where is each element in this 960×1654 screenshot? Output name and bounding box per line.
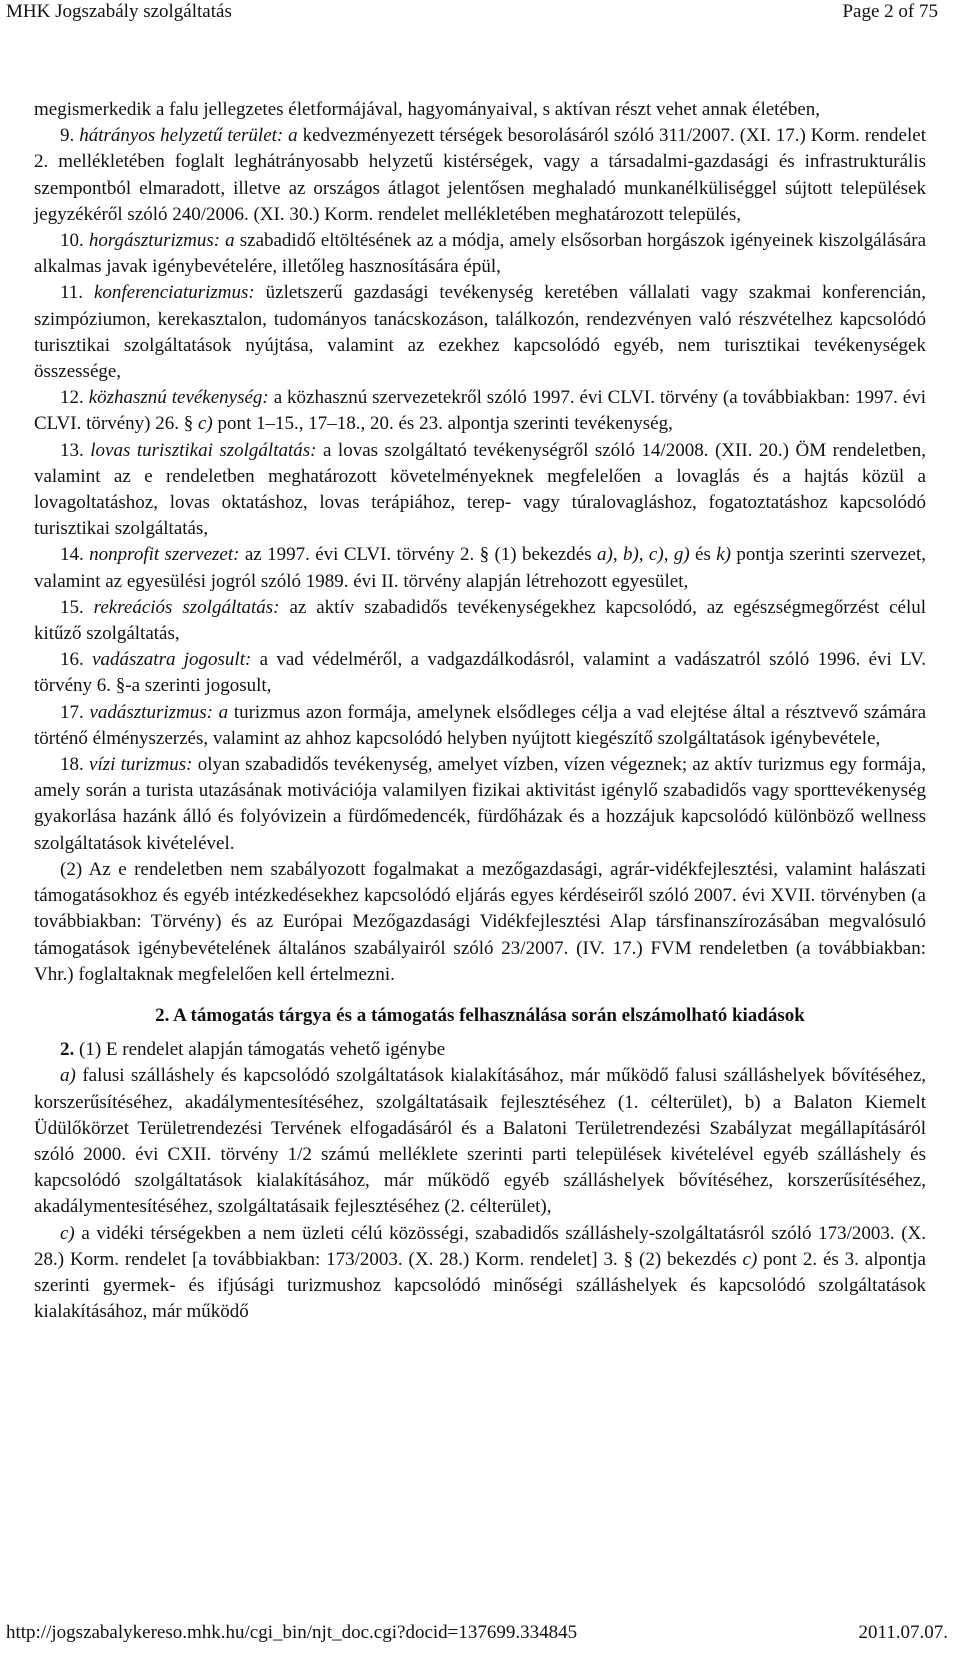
definition-text: és — [689, 544, 717, 566]
point-label: a) — [60, 1065, 76, 1087]
item-number: 14. — [60, 544, 90, 566]
section-title: 2. A támogatás tárgya és a támogatás felhasználása során elszámolható kiadások — [155, 1004, 805, 1026]
definition-item-10 — [34, 228, 926, 280]
point-reference: k) — [716, 544, 732, 566]
article-2-paragraph-1 — [34, 1037, 926, 1063]
definition-text: a közhasznú szervezetekről szóló 1997. évi CLVI. törvény (a továbbiakban: 1997. évi CLVI. törvény) 26. § — [34, 387, 926, 435]
defined-term: lovas turisztikai szolgáltatás: — [90, 439, 317, 461]
definition-item-11 — [34, 280, 926, 385]
article-text: (1) E rendelet alapján támogatás vehető igénybe — [74, 1039, 446, 1061]
definition-text: turizmus azon formája, amelynek elsődleges célja a vad elejtése által a résztvevő számára történő élményszerzés, valamint az ahhoz kapcsolódó helyben nyújtott kiegészítő szolgáltatások igénybevétele, — [34, 701, 927, 749]
defined-term: hátrányos helyzetű terület: a — [79, 125, 298, 147]
definition-item-14 — [34, 542, 926, 594]
item-number: 9. — [60, 125, 80, 147]
point-reference: a), b), c), g) — [597, 544, 690, 566]
definition-text: üzletszerű gazdasági tevékenység keretében vállalati vagy szakmai konferencián, szimpóziumon, kerekasztalon, tudományos tanácskozáson, találkozón, rendezvényen való részvételhez kapcsolódó turisztikai szolgáltatások nyújtása, valamint az ezekhez kapcsolódó egyéb, nem turisztikai tevékenységek összessége, — [34, 282, 927, 383]
point-label: c) — [60, 1222, 75, 1244]
definition-item-16 — [34, 647, 926, 699]
definition-text: a vad védelméről, a vadgazdálkodásról, valamint a vadászatról szóló 1996. évi LV. törvény 6. §-a szerinti jogosult, — [34, 649, 927, 697]
definition-text: az 1997. évi CLVI. törvény 2. § (1) bekezdés — [239, 544, 598, 566]
defined-term: konferenciaturizmus: — [93, 282, 255, 304]
item-number: 12. — [60, 387, 89, 409]
point-c — [34, 1221, 926, 1326]
document-body — [34, 97, 926, 1325]
definition-item-13 — [34, 438, 926, 543]
point-a — [34, 1063, 926, 1220]
point-text: a vidéki térségekben a nem üzleti célú közösségi, szabadidős szálláshely-szolgáltatásról szóló 173/2003. (X. 28.) Korm. rendelet [a továbbiakban: 173/2003. (X. 28.) Korm. rendelet] 3. § (2) bekezdés — [34, 1222, 926, 1270]
footer-date: 2011.07.07. — [858, 1622, 948, 1643]
definition-text: az aktív szabadidős tevékenységekhez kapcsolódó, az egészségmegőrzést célul kitűző szolgáltatás, — [34, 596, 926, 645]
item-number: 16. — [60, 649, 93, 671]
definition-item-18 — [34, 752, 926, 857]
definition-text: a lovas szolgáltató tevékenységről szóló 14/2008. (XII. 20.) ÖM rendeletben, valamint az e rendeletben meghatározott követelményeknek megfelelően a lovaglás és a hajtás közül a lovagoltatáshoz, lovas oktatáshoz, lovas terápiához, terep- vagy túralovagláshoz, fogatoztatáshoz kapcsolódó turisztikai szolgáltatás, — [34, 439, 926, 540]
definition-text: pont 1–15., 17–18., 20. és 23. alpontja szerinti tevékenység, — [212, 413, 673, 435]
defined-term: horgászturizmus: a — [88, 230, 235, 252]
intro-paragraph: megismerkedik a falu jellegzetes életformájával, hagyományaival, s aktívan részt vehet annak életében, — [34, 99, 821, 120]
definition-item-12 — [34, 385, 926, 437]
source-url[interactable]: http://jogszabalykereso.mhk.hu/cgi_bin/njt_doc.cgi?docid=137699.334845 — [6, 1622, 578, 1643]
defined-term: vízi turizmus: — [89, 754, 193, 776]
defined-term: rekreációs szolgáltatás: — [93, 596, 280, 618]
paragraph-2: (2) Az e rendeletben nem szabályozott fogalmakat a mezőgazdasági, agrár-vidékfejlesztési, valamint halászati támogatásokhoz és egyéb intézkedésekhez kapcsolódó eljárás egyes kérdéseiről szóló 2007. évi XVII. törvényben (a továbbiakban: Törvény) és az Európai Mezőgazdasági Vidékfejlesztési Alap társfinanszírozásában megvalósuló támogatások igénybevételének általános szabályairól szóló 23/2007. (IV. 17.) FVM rendeletben (a továbbiakban: Vhr.) foglaltaknak megfelelően kell értelmezni. — [34, 858, 926, 985]
item-number: 15. — [60, 596, 94, 618]
definition-text: kedvezményezett térségek besorolásáról szóló 311/2007. (XI. 17.) Korm. rendelet 2. mellékletében foglalt leghátrányosabb helyzetű kistérségek, vagy a társadalmi-gazdasági és infrastrukturális szempontból elmaradott, illetve az országos átlagot jelentősen meghaladó munkanélküliséggel sújtott települések jegyzékéről szóló 240/2006. (XI. 30.) Korm. rendelet mellékletében meghatározott település, — [34, 125, 926, 225]
point-reference: c) — [742, 1248, 758, 1270]
defined-term: vadászatra jogosult: — [92, 649, 252, 671]
item-number: 18. — [60, 754, 90, 776]
defined-term: közhasznú tevékenység: — [88, 387, 269, 409]
page-number: Page 2 of 75 — [842, 1, 938, 22]
item-number: 10. — [60, 230, 89, 252]
article-number: 2. — [60, 1039, 75, 1061]
definition-item-15 — [34, 595, 926, 647]
item-number: 13. — [60, 439, 91, 461]
definition-item-17 — [34, 700, 926, 752]
point-text: pont 2. és 3. alpontja szerinti gyermek- és ifjúsági turizmushoz kapcsolódó minőségi szálláshelyek és kapcsolódó szolgáltatások kialakításához, már működő — [34, 1248, 926, 1323]
item-number: 11. — [60, 282, 94, 304]
page-header — [0, 0, 960, 40]
definition-text: olyan szabadidős tevékenység, amelyet vízben, vízen végeznek; az aktív turizmus egy formája, amely során a turista utazásának motivációja valamilyen fizikai aktivitást igénylő szabadidős vagy sporttevékenység gyakorlása hazánk álló és folyóvizein a fürdőmedencék, fürdőházak és a hozzájuk kapcsolódó különböző wellness szolgáltatások kivételével. — [34, 754, 927, 854]
definition-text: szabadidő eltöltésének az a módja, amely elsősorban horgászok igényeinek kiszolgálására alkalmas javak igénybevételére, illetőleg hasznosítására épül, — [34, 230, 927, 278]
defined-term: vadászturizmus: a — [89, 701, 229, 723]
defined-term: nonprofit szervezet: — [89, 544, 240, 566]
header-title: MHK Jogszabály szolgáltatás — [6, 1, 232, 22]
page-footer — [0, 1622, 960, 1654]
definition-item-9 — [34, 123, 926, 228]
point-text: falusi szálláshely és kapcsolódó szolgáltatások kialakításához, már működő falusi szálláshelyek bővítéséhez, korszerűsítéséhez, akadálymentesítéséhez, szolgáltatásaik fejlesztéséhez (1. célterület), b) a Balaton Kiemelt Üdülőkörzet Területrendezési Tervének elfogadásáról és a Balatoni Területrendezési Szabályzat megállapításáról szóló 2000. évi CXII. törvény 1/2 számú melléklete szerinti parti települések kivételével egyéb szálláshely és kapcsolódó szolgáltatások kialakításához, már működő egyéb szálláshelyek bővítéséhez, korszerűsítéséhez, akadálymentesítéséhez, szolgáltatásaik fejlesztéséhez (2. célterület), — [34, 1065, 926, 1218]
item-number: 17. — [60, 701, 90, 723]
definition-text: pontja szerinti szervezet, valamint az egyesülési jogról szóló 1989. évi II. törvény alapján létrehozott egyesület, — [34, 544, 926, 592]
point-reference: c) — [197, 413, 213, 435]
